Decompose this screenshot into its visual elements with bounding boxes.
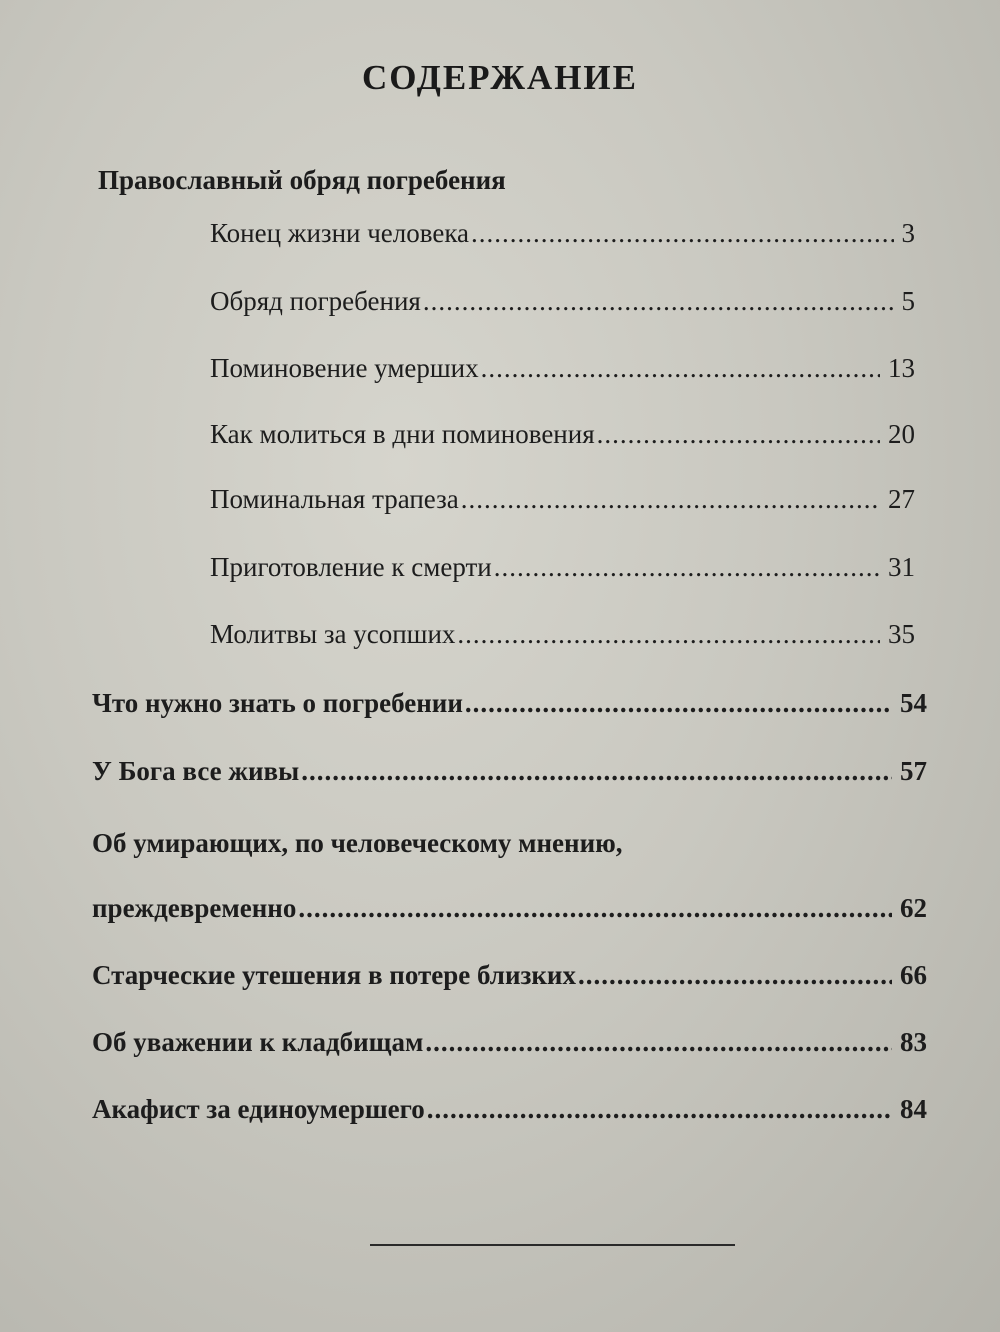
toc-leader-dots <box>461 484 880 515</box>
toc-leader-dots <box>481 353 880 384</box>
toc-page-number: 54 <box>900 688 927 718</box>
section-heading: Православный обряд погребения <box>98 165 506 195</box>
toc-leader-dots <box>578 960 892 991</box>
toc-subentry <box>210 619 915 650</box>
toc-subentry <box>210 218 915 249</box>
toc-entry-label: Что нужно знать о погребении <box>92 688 463 718</box>
toc-page-number: 66 <box>900 960 927 990</box>
toc-page-number: 35 <box>888 619 915 649</box>
toc-subentry <box>210 552 915 583</box>
toc-subentry <box>210 419 915 450</box>
toc-leader-dots <box>597 419 880 450</box>
toc-entry-label: Конец жизни человека <box>210 218 470 248</box>
toc-entry <box>92 756 927 787</box>
toc-page-number: 31 <box>888 552 915 582</box>
toc-entry <box>92 893 927 924</box>
toc-leader-dots <box>465 688 892 719</box>
toc-page-number: 3 <box>901 218 915 248</box>
toc-subentry <box>210 353 915 384</box>
page-title: СОДЕРЖАНИЕ <box>361 58 638 97</box>
toc-page-number: 83 <box>900 1027 927 1057</box>
toc-entry-label: Поминальная трапеза <box>210 484 459 514</box>
toc-entry-label: Поминовение умерших <box>210 353 479 383</box>
toc-leader-dots <box>457 619 880 650</box>
toc-entry-label: Обряд погребения <box>210 286 421 316</box>
toc-entry-label: Как молиться в дни поминовения <box>210 419 595 449</box>
toc-entry-label: Об уважении к кладбищам <box>92 1027 424 1057</box>
toc-entry-label-line1: Об умирающих, по человеческому мнению, <box>92 828 623 858</box>
toc-page-number: 5 <box>901 286 915 316</box>
toc-entry-label: У Бога все живы <box>92 756 300 786</box>
toc-leader-dots <box>494 552 880 583</box>
toc-entry-label: Молитвы за усопших <box>210 619 456 649</box>
toc-page-number: 84 <box>900 1094 927 1124</box>
toc-leader-dots <box>301 756 892 787</box>
toc-entry <box>92 688 927 719</box>
toc-entry-label: Акафист за единоумершего <box>92 1094 425 1124</box>
toc-entry <box>92 960 927 991</box>
toc-page-number: 20 <box>888 419 915 449</box>
toc-subentry <box>210 286 915 317</box>
bottom-divider <box>370 1244 735 1246</box>
toc-entry-label: преждевременно <box>92 893 297 923</box>
toc-leader-dots <box>423 286 894 317</box>
toc-entry <box>92 1094 927 1125</box>
toc-page-number: 27 <box>888 484 915 514</box>
toc-leader-dots <box>425 1027 892 1058</box>
toc-leader-dots <box>427 1094 892 1125</box>
toc-page-number: 13 <box>888 353 915 383</box>
toc-entry <box>92 1027 927 1058</box>
toc-entry-label: Приготовление к смерти <box>210 552 492 582</box>
toc-leader-dots <box>471 218 893 249</box>
toc-leader-dots <box>298 893 892 924</box>
toc-entry-label: Старческие утешения в потере близких <box>92 960 576 990</box>
toc-subentry <box>210 484 915 515</box>
toc-page-number: 62 <box>900 893 927 923</box>
toc-page-number: 57 <box>900 756 927 786</box>
